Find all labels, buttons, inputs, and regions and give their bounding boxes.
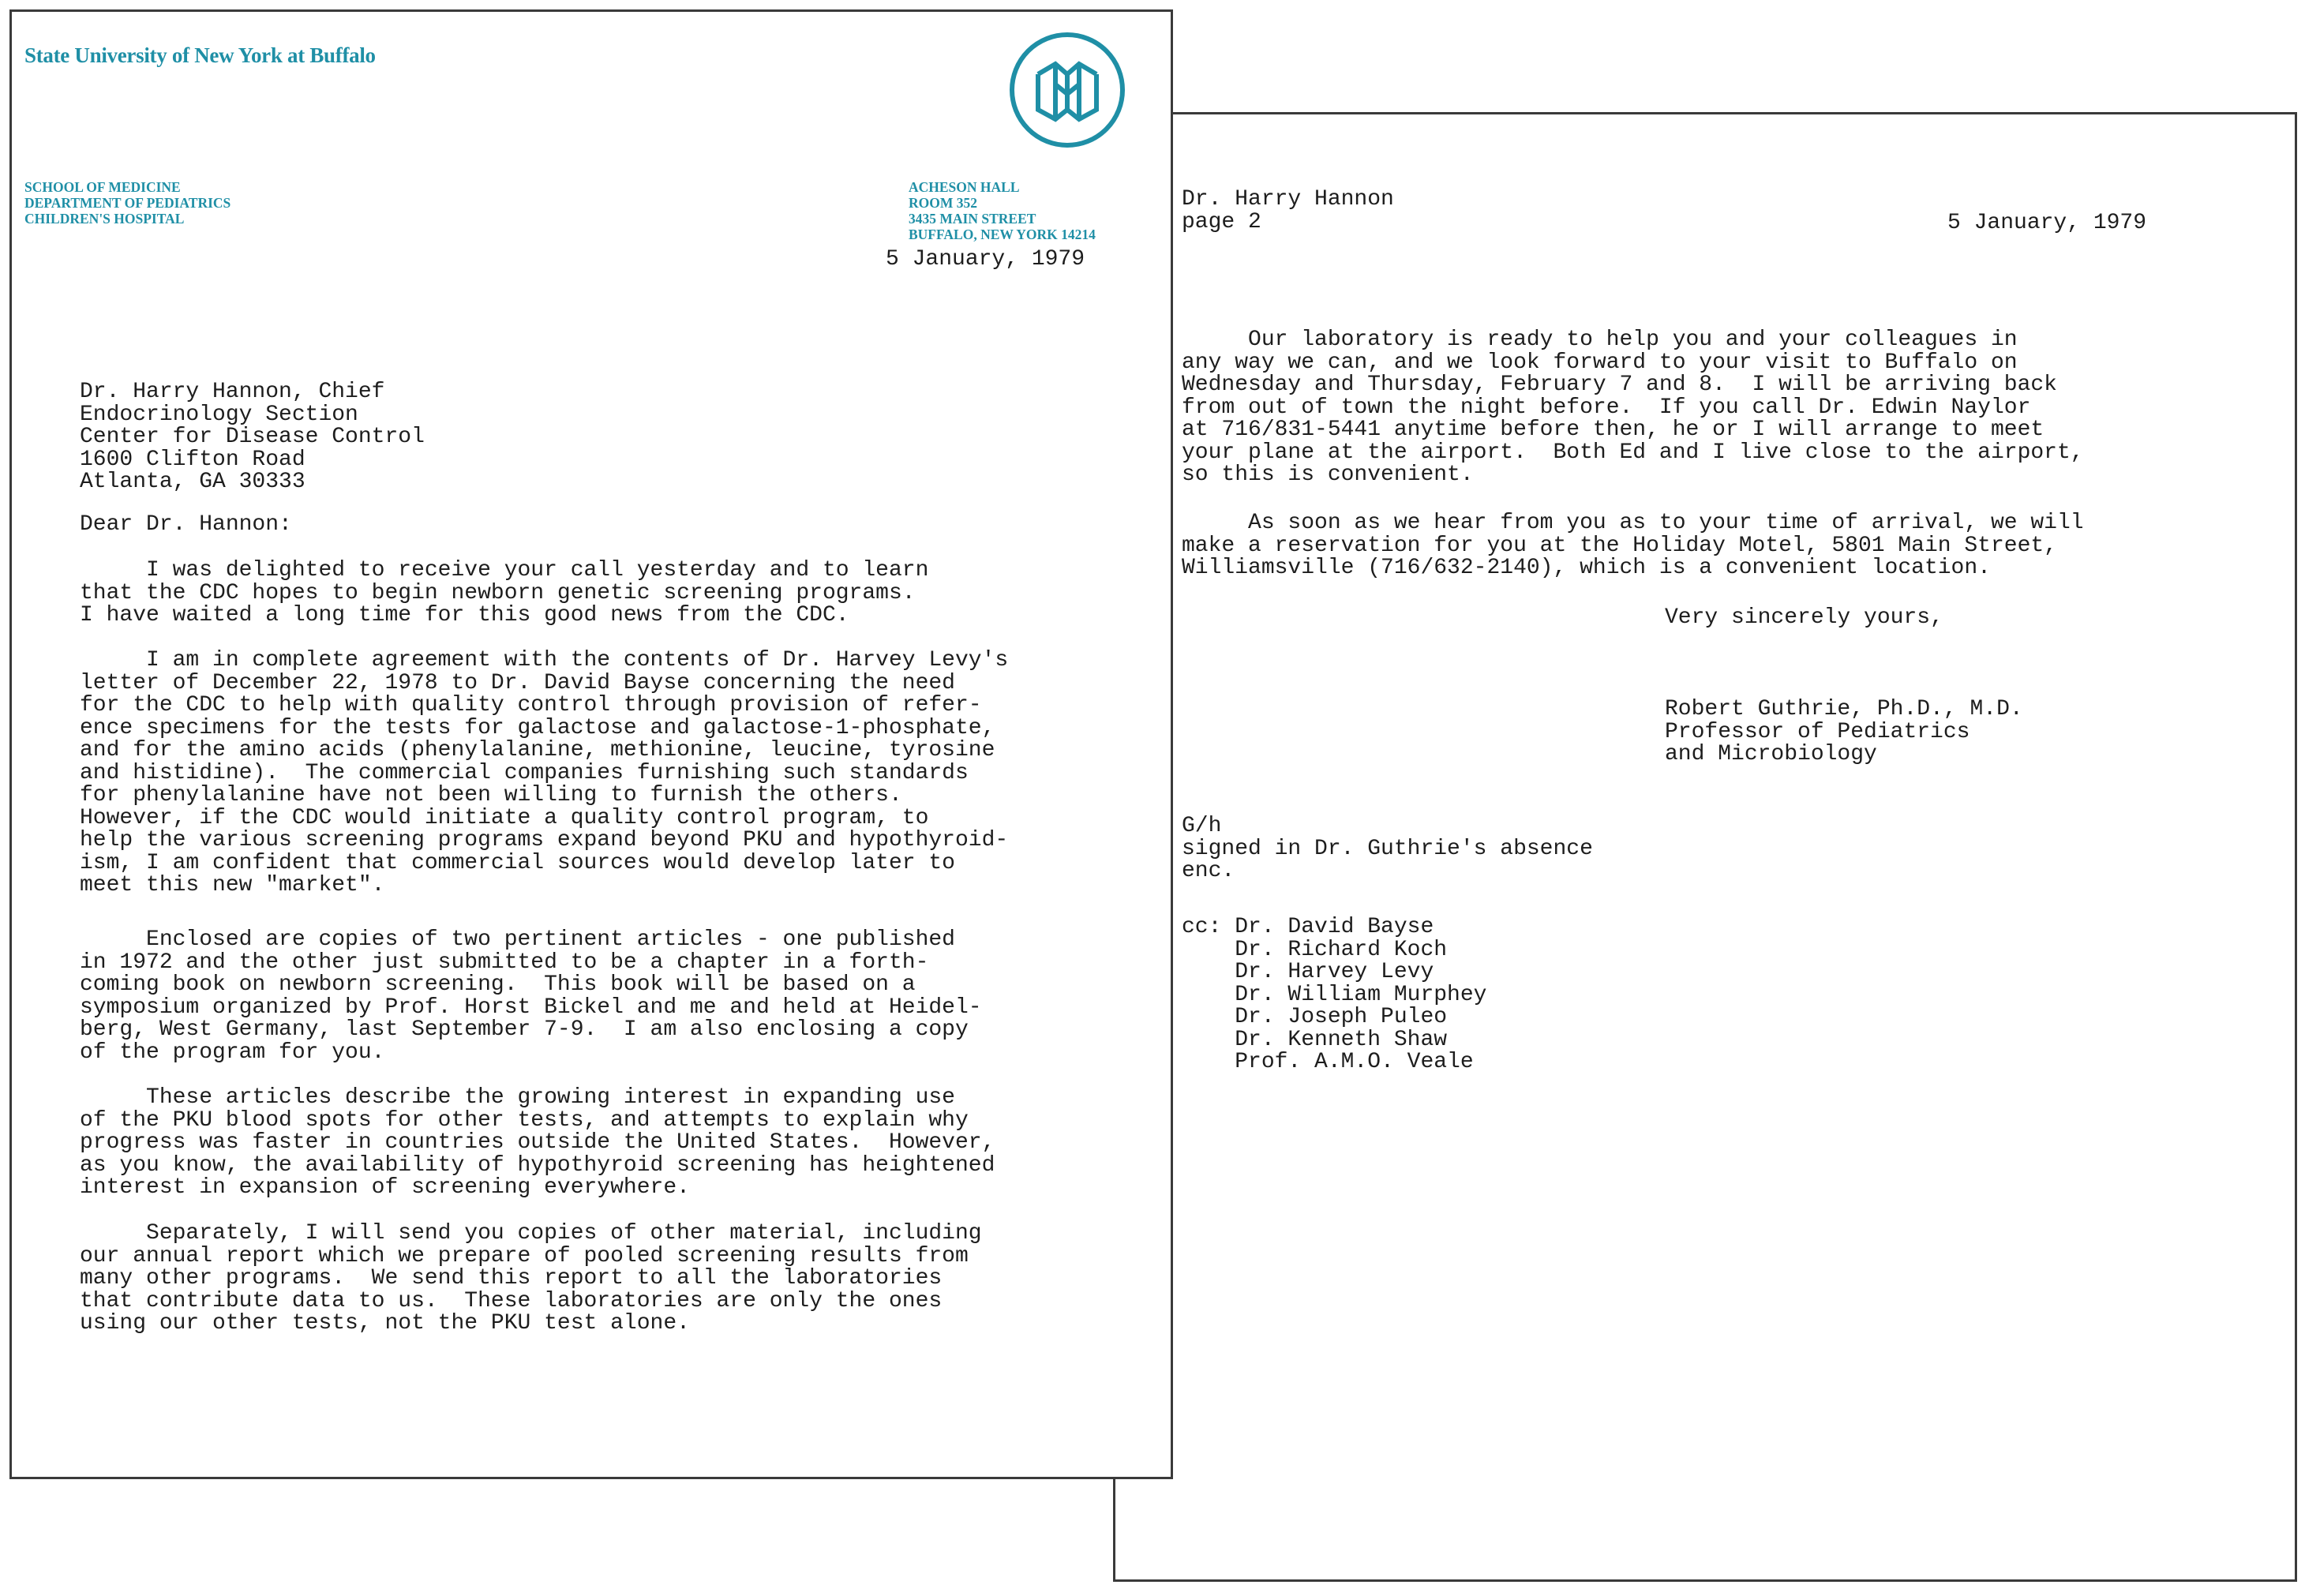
page2-header: Dr. Harry Hannon page 2	[1182, 187, 1394, 234]
salutation: Dear Dr. Hannon:	[80, 512, 292, 537]
paragraph-3: Enclosed are copies of two pertinent articles - one published in 1972 and the other just submitted to be a chapter in a forth- coming book on newborn screening. This book will be based on a symposium organized by Prof. Horst Bickel and me and held at Heidel- berg, West Germany, last September 7-9. I am also enclosing a copy of the program for you.	[80, 927, 982, 1065]
letter-page-2	[1113, 112, 2297, 1582]
paragraph-5: Separately, I will send you copies of other material, including our annual report which we prepare of pooled screening results from many other programs. We send this report to all the laboratories that contribute data to us. These laboratories are only the ones using our other tests, not the PKU test alone.	[80, 1221, 982, 1336]
letter-page-1	[9, 9, 1173, 1479]
page2-date: 5 January, 1979	[1947, 211, 2147, 235]
signer-block: Robert Guthrie, Ph.D., M.D. Professor of Pediatrics and Microbiology	[1665, 697, 2023, 766]
paragraph-2: I am in complete agreement with the contents of Dr. Harvey Levy's letter of December 22, 1978 to Dr. David Bayse concerning the need for the CDC to help with quality control through provision of refer- ence specimens for the tests for galactose and galactose-1-phosphate, and for the amino acids (phenylalanine, methionine, leucine, tyrosine and histidine). The commercial companies furnishing such standards for phenylalanine have not been willing to furnish the others. However, if the CDC would initiate a quality control program, to help the various screening programs expand beyond PKU and hypothyroid- ism, I am confident that commercial sources would develop later to meet this new "market".	[80, 648, 1009, 897]
page2-paragraph-2: As soon as we hear from you as to your time of arrival, we will make a reservation for you at the Holiday Motel, 5801 Main Street, Williamsville (716/632-2140), which is a convenient location.	[1182, 511, 2084, 580]
paragraph-1: I was delighted to receive your call yesterday and to learn that the CDC hopes to begin newborn genetic screening programs. I have waited a long time for this good news from the CDC.	[80, 558, 929, 628]
page2-notes: G/h signed in Dr. Guthrie's absence enc.	[1182, 814, 1593, 883]
university-name: State University of New York at Buffalo	[24, 43, 376, 67]
closing: Very sincerely yours,	[1665, 605, 1943, 630]
paragraph-4: These articles describe the growing interest in expanding use of the PKU blood spots for other tests, and attempts to explain why progress was faster in countries outside the United States. However, as you know, the availability of hypothyroid screening has heightened interest in expansion of screening everywhere.	[80, 1085, 995, 1200]
address-block: ACHESON HALL ROOM 352 3435 MAIN STREET BUFFALO, NEW YORK 14214	[909, 179, 1096, 242]
university-seal-icon	[1008, 31, 1126, 149]
page2-paragraph-1: Our laboratory is ready to help you and your colleagues in any way we can, and we look forward to your visit to Buffalo on Wednesday and Thursday, February 7 and 8. I will be arriving back from out of town the night before. If you call Dr. Edwin Naylor at 716/831-5441 anytime before then, he or I will arrange to meet your plane at the airport. Both Ed and I live close to the airport, so this is convenient.	[1182, 328, 2084, 487]
cc-list: cc: Dr. David Bayse Dr. Richard Koch Dr. Harvey Levy Dr. William Murphey Dr. Joseph Puleo Dr. Kenneth Shaw Prof. A.M.O. Veale	[1182, 915, 1487, 1074]
letter-date: 5 January, 1979	[886, 247, 1085, 272]
department-block: SCHOOL OF MEDICINE DEPARTMENT OF PEDIATRICS CHILDREN'S HOSPITAL	[24, 179, 231, 227]
recipient-address: Dr. Harry Hannon, Chief Endocrinology Section Center for Disease Control 1600 Clifton Road Atlanta, GA 30333	[80, 380, 425, 494]
